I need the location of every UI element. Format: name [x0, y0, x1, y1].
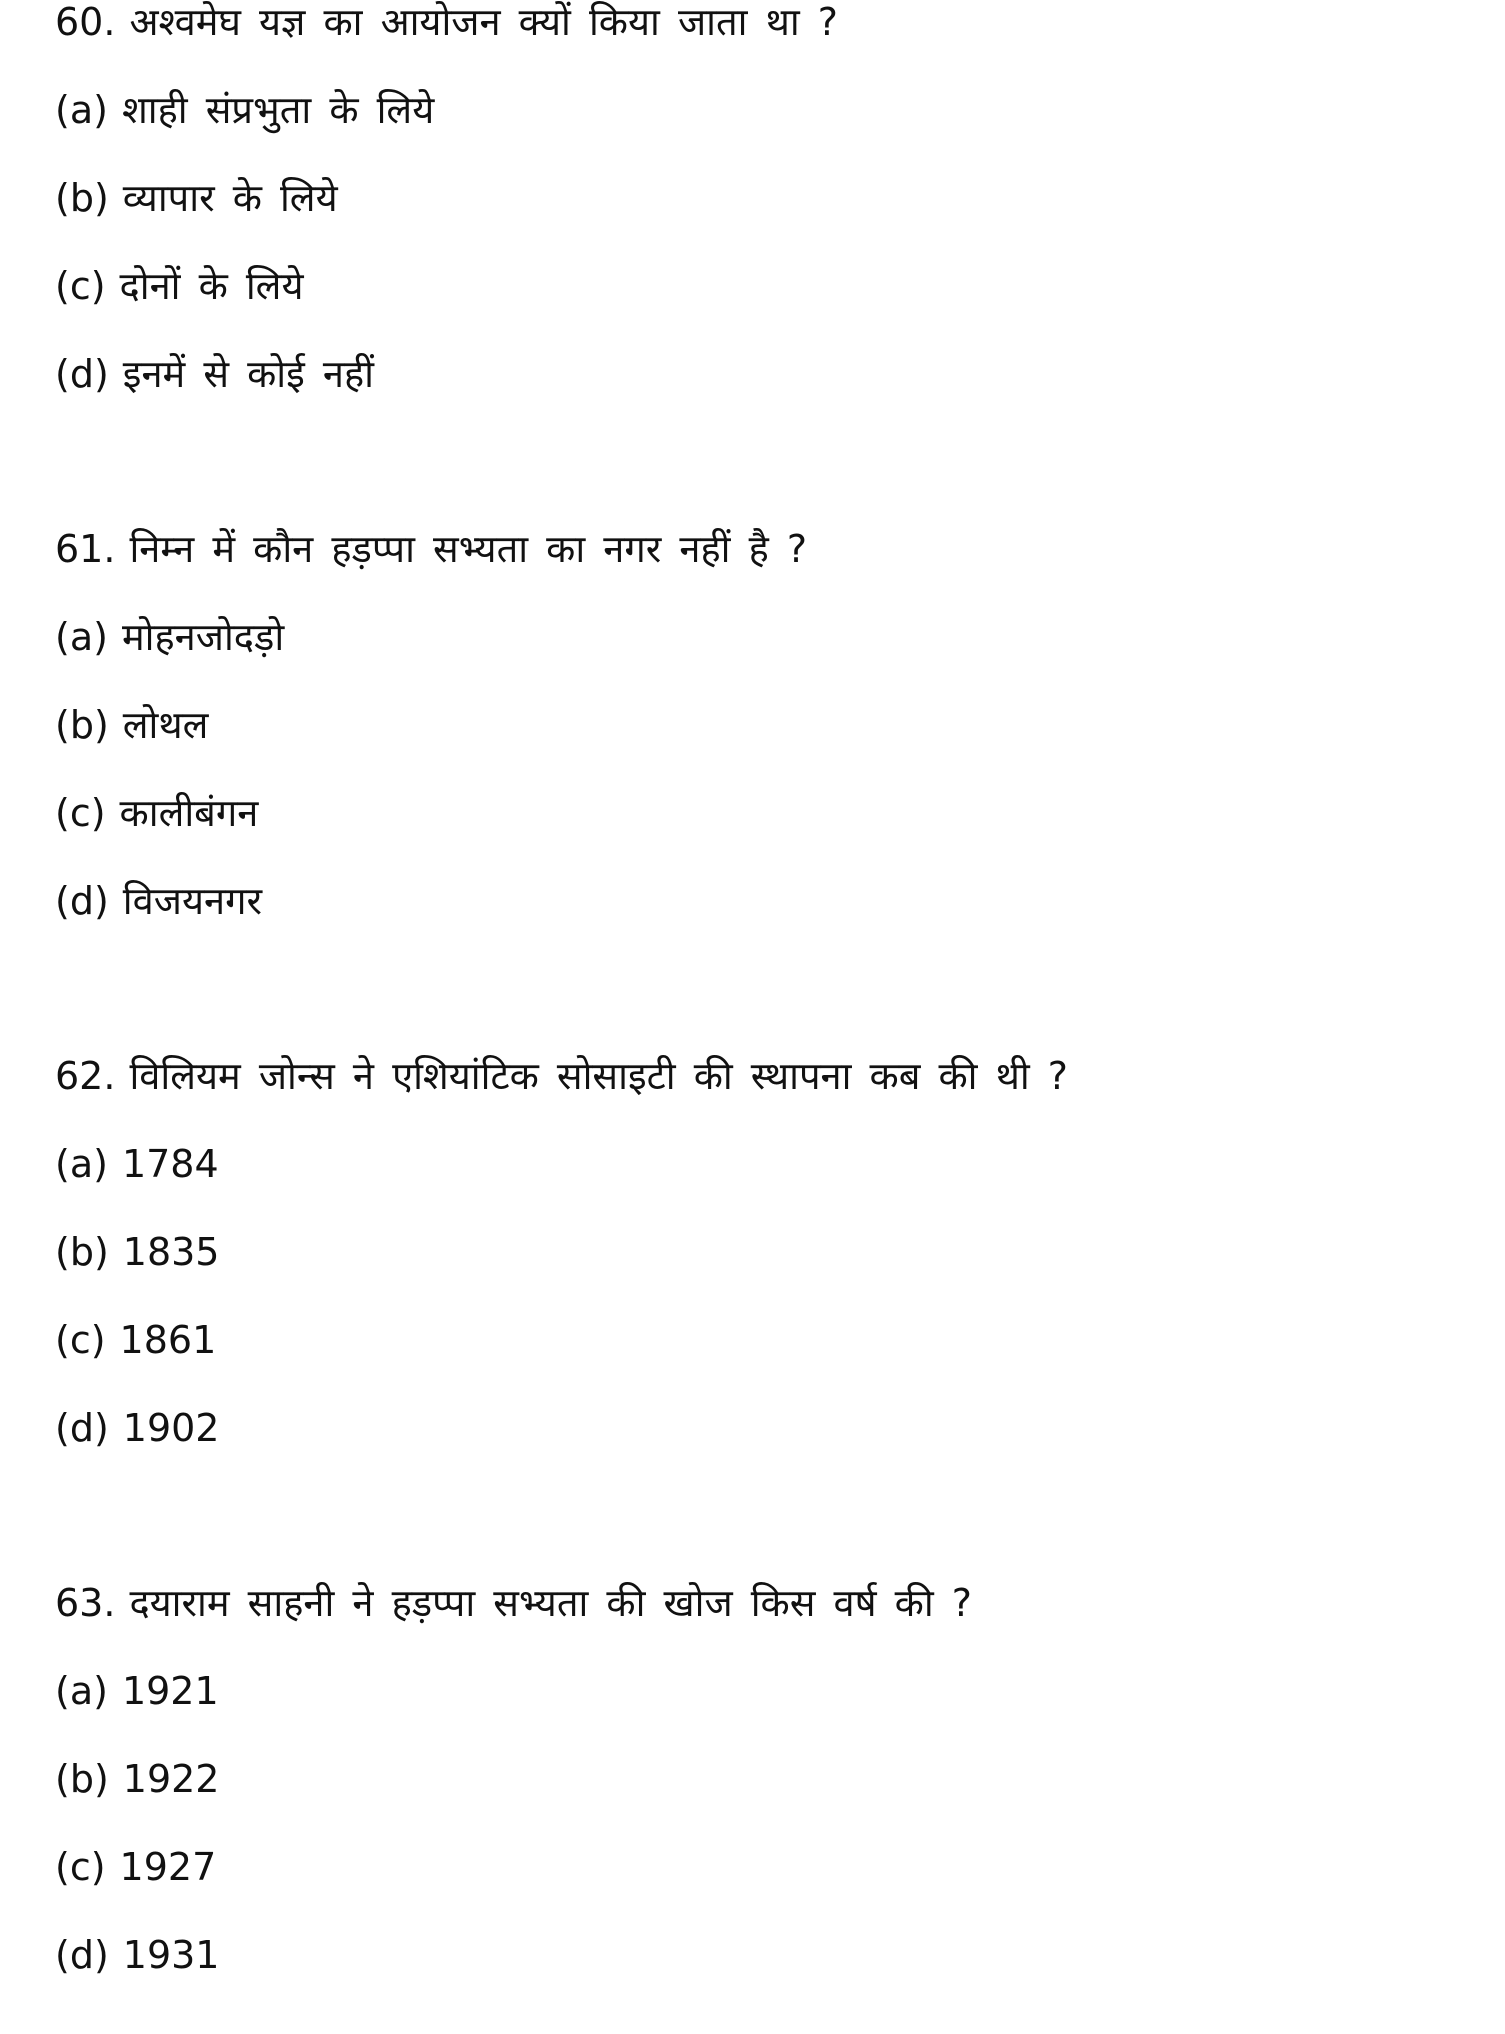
option-c [55, 242, 1455, 330]
option-c [55, 1296, 1455, 1384]
option-label: (c) [55, 791, 106, 835]
option-text: 1861 [119, 1318, 217, 1362]
option-label: (d) [55, 352, 109, 396]
option-label: (b) [55, 703, 109, 747]
option-text: इनमें से कोई नहीं [122, 352, 374, 396]
question-number: 61. [55, 527, 116, 571]
question-62 [55, 1032, 1455, 1472]
option-d [55, 330, 1455, 418]
option-label: (d) [55, 1933, 109, 1977]
option-text: 1902 [122, 1406, 220, 1450]
question-number: 62. [55, 1054, 116, 1098]
option-label: (b) [55, 1757, 109, 1801]
option-b [55, 154, 1455, 242]
question-text: निम्न में कौन हड़प्पा सभ्यता का नगर नहीं है ? [129, 527, 808, 571]
option-d [55, 1384, 1455, 1472]
question-stem [55, 505, 1455, 593]
option-label: (b) [55, 1230, 109, 1274]
question-60 [55, 0, 1455, 418]
option-label: (b) [55, 176, 109, 220]
question-stem [55, 1559, 1455, 1647]
option-label: (c) [55, 264, 106, 308]
option-text: 1921 [121, 1669, 219, 1713]
option-text: लोथल [122, 703, 209, 747]
option-a [55, 593, 1455, 681]
option-text: 1931 [122, 1933, 220, 1977]
question-61 [55, 505, 1455, 945]
option-label: (c) [55, 1318, 106, 1362]
option-c [55, 1823, 1455, 1911]
option-label: (d) [55, 879, 109, 923]
question-63 [55, 1559, 1455, 1999]
option-text: दोनों के लिये [119, 264, 304, 308]
option-b [55, 681, 1455, 769]
option-b [55, 1735, 1455, 1823]
question-text: विलियम जोन्स ने एशियांटिक सोसाइटी की स्थापना कब की थी ? [129, 1054, 1068, 1098]
option-text: 1922 [122, 1757, 220, 1801]
option-a [55, 66, 1455, 154]
option-text: 1784 [121, 1142, 219, 1186]
question-number: 63. [55, 1581, 116, 1625]
option-label: (d) [55, 1406, 109, 1450]
option-text: व्यापार के लिये [122, 176, 338, 220]
option-d [55, 1911, 1455, 1999]
question-text: दयाराम साहनी ने हड़प्पा सभ्यता की खोज किस वर्ष की ? [129, 1581, 972, 1625]
option-a [55, 1647, 1455, 1735]
option-text: 1927 [119, 1845, 217, 1889]
question-stem [55, 0, 1455, 66]
question-text: अश्वमेघ यज्ञ का आयोजन क्यों किया जाता था ? [129, 0, 838, 44]
option-text: मोहनजोदड़ो [121, 615, 285, 659]
option-text: 1835 [122, 1230, 220, 1274]
option-label: (a) [55, 615, 108, 659]
option-label: (a) [55, 1669, 108, 1713]
option-text: विजयनगर [122, 879, 263, 923]
option-label: (c) [55, 1845, 106, 1889]
option-c [55, 769, 1455, 857]
question-number: 60. [55, 0, 116, 44]
option-b [55, 1208, 1455, 1296]
option-label: (a) [55, 1142, 108, 1186]
option-text: शाही संप्रभुता के लिये [121, 88, 435, 132]
question-stem [55, 1032, 1455, 1120]
option-text: कालीबंगन [119, 791, 259, 835]
option-label: (a) [55, 88, 108, 132]
option-d [55, 857, 1455, 945]
option-a [55, 1120, 1455, 1208]
